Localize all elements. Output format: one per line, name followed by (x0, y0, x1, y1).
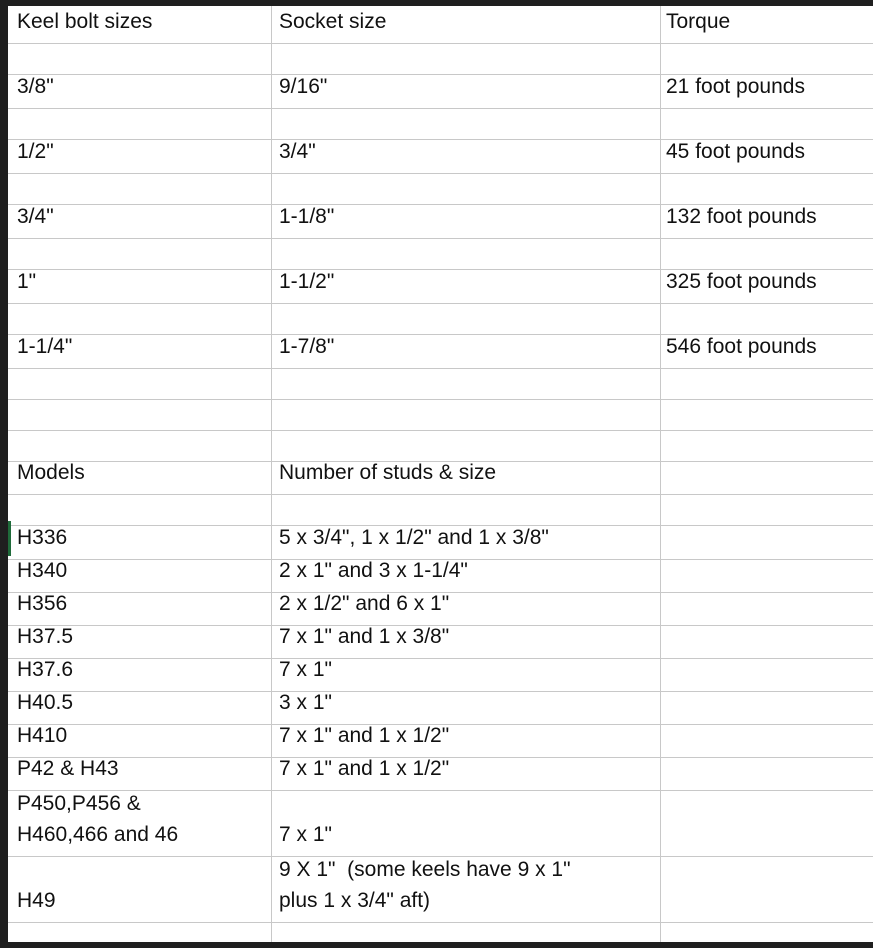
cell-text: P450,P456 & H460,466 and 46 (17, 792, 179, 846)
spreadsheet-grid (8, 6, 873, 942)
bolt-size-cell[interactable] (8, 335, 272, 368)
empty-cell[interactable] (661, 593, 873, 625)
cell-text: Socket size (279, 10, 387, 33)
cell-text: 7 x 1" and 1 x 1/2" (279, 724, 450, 747)
empty-cell[interactable] (661, 560, 873, 592)
empty-row (8, 369, 873, 400)
table-row (8, 270, 873, 304)
studs-cell[interactable] (272, 857, 661, 922)
cell-text: 9 X 1" (some keels have 9 x 1" plus 1 x 3/4" aft) (279, 858, 571, 912)
bolt-size-cell[interactable] (8, 270, 272, 303)
cell-text: 3/4" (17, 205, 54, 228)
cell-text: H356 (17, 592, 68, 615)
cell-text: 546 foot pounds (666, 335, 817, 358)
empty-cell[interactable] (272, 44, 661, 74)
cell-text: H37.5 (17, 625, 74, 648)
cell-text: H410 (17, 724, 68, 747)
socket-size-cell[interactable] (272, 335, 661, 368)
empty-cell[interactable] (661, 462, 873, 494)
cell-text: 2 x 1/2" and 6 x 1" (279, 592, 450, 615)
cell-text: 1-1/8" (279, 205, 335, 228)
socket-size-cell[interactable] (272, 270, 661, 303)
cell-text: H336 (17, 526, 68, 549)
empty-cell[interactable] (661, 791, 873, 856)
empty-cell[interactable] (661, 495, 873, 525)
empty-cell[interactable] (8, 400, 272, 430)
model-cell[interactable] (8, 791, 272, 856)
empty-cell[interactable] (8, 109, 272, 139)
empty-cell[interactable] (272, 239, 661, 269)
cell-text: 9/16" (279, 75, 328, 98)
empty-cell[interactable] (8, 304, 272, 334)
cell-text: P42 & H43 (17, 757, 119, 780)
cell-text: 7 x 1" and 1 x 3/8" (279, 625, 450, 648)
empty-cell[interactable] (8, 495, 272, 525)
table-row (8, 75, 873, 109)
empty-cell[interactable] (661, 44, 873, 74)
cell-text: 2 x 1" and 3 x 1-1/4" (279, 559, 468, 582)
empty-cell[interactable] (661, 725, 873, 757)
socket-size-cell[interactable] (272, 140, 661, 173)
empty-cell[interactable] (8, 239, 272, 269)
model-cell[interactable] (8, 857, 272, 922)
model-cell[interactable] (8, 758, 272, 790)
cell-text: 1-7/8" (279, 335, 335, 358)
cell-text: 45 foot pounds (666, 140, 805, 163)
table-row (8, 205, 873, 239)
empty-cell[interactable] (272, 369, 661, 399)
cell-text: H340 (17, 559, 68, 582)
cell-text: Models (17, 461, 85, 484)
torque-cell[interactable] (661, 205, 873, 238)
cell-text: Number of studs & size (279, 461, 497, 484)
empty-cell[interactable] (661, 526, 873, 559)
cell-text: H37.6 (17, 658, 74, 681)
empty-row (8, 923, 873, 942)
studs-cell[interactable] (272, 791, 661, 856)
empty-row (8, 400, 873, 431)
spreadsheet-sheet (8, 6, 873, 942)
table-row (8, 758, 873, 791)
cell-text: 1/2" (17, 140, 54, 163)
empty-cell[interactable] (272, 923, 661, 942)
header-cell[interactable] (661, 6, 873, 43)
active-cell-indicator (8, 521, 11, 556)
table-row (8, 335, 873, 369)
cell-text: 3/8" (17, 75, 54, 98)
empty-cell[interactable] (661, 109, 873, 139)
cell-text: 21 foot pounds (666, 75, 805, 98)
cell-text: 7 x 1" and 1 x 1/2" (279, 757, 450, 780)
cell-text: 1" (17, 270, 37, 293)
empty-cell[interactable] (661, 659, 873, 691)
socket-size-cell[interactable] (272, 75, 661, 108)
cell-text: Keel bolt sizes (17, 10, 153, 33)
cell-text: 3/4" (279, 140, 316, 163)
empty-cell[interactable] (661, 304, 873, 334)
empty-cell[interactable] (661, 692, 873, 724)
empty-cell[interactable] (661, 400, 873, 430)
torque-cell[interactable] (661, 140, 873, 173)
socket-size-cell[interactable] (272, 205, 661, 238)
empty-cell[interactable] (661, 174, 873, 204)
empty-cell[interactable] (272, 495, 661, 525)
empty-cell[interactable] (8, 44, 272, 74)
empty-cell[interactable] (272, 400, 661, 430)
cell-text: 1-1/2" (279, 270, 335, 293)
header-cell[interactable] (272, 6, 661, 43)
empty-cell[interactable] (8, 923, 272, 942)
bolt-table-header-row (8, 6, 873, 44)
torque-cell[interactable] (661, 270, 873, 303)
empty-cell[interactable] (661, 239, 873, 269)
cell-text: 5 x 3/4", 1 x 1/2" and 1 x 3/8" (279, 526, 549, 549)
bolt-size-cell[interactable] (8, 205, 272, 238)
header-cell[interactable] (272, 462, 661, 494)
empty-cell[interactable] (272, 109, 661, 139)
cell-text: 1-1/4" (17, 335, 73, 358)
empty-cell[interactable] (8, 174, 272, 204)
cell-text: H49 (17, 889, 56, 912)
header-cell[interactable] (8, 462, 272, 494)
empty-cell[interactable] (661, 626, 873, 658)
bolt-size-cell[interactable] (8, 75, 272, 108)
empty-cell[interactable] (661, 923, 873, 942)
empty-cell[interactable] (272, 174, 661, 204)
cell-text: 3 x 1" (279, 691, 332, 714)
cell-text: 325 foot pounds (666, 270, 817, 293)
table-row (8, 857, 873, 923)
table-row (8, 791, 873, 857)
empty-cell[interactable] (661, 369, 873, 399)
cell-text: 132 foot pounds (666, 205, 817, 228)
empty-cell[interactable] (661, 431, 873, 461)
empty-cell[interactable] (272, 304, 661, 334)
empty-cell[interactable] (661, 857, 873, 922)
torque-cell[interactable] (661, 335, 873, 368)
empty-cell[interactable] (661, 758, 873, 790)
cell-text: 7 x 1" (279, 658, 332, 681)
header-cell[interactable] (8, 6, 272, 43)
bolt-size-cell[interactable] (8, 140, 272, 173)
cell-text: H40.5 (17, 691, 74, 714)
cell-text: 7 x 1" (279, 823, 332, 846)
cell-text: Torque (666, 10, 731, 33)
table-row (8, 140, 873, 174)
empty-cell[interactable] (8, 369, 272, 399)
models-table-header-row (8, 462, 873, 495)
studs-cell[interactable] (272, 758, 661, 790)
torque-cell[interactable] (661, 75, 873, 108)
